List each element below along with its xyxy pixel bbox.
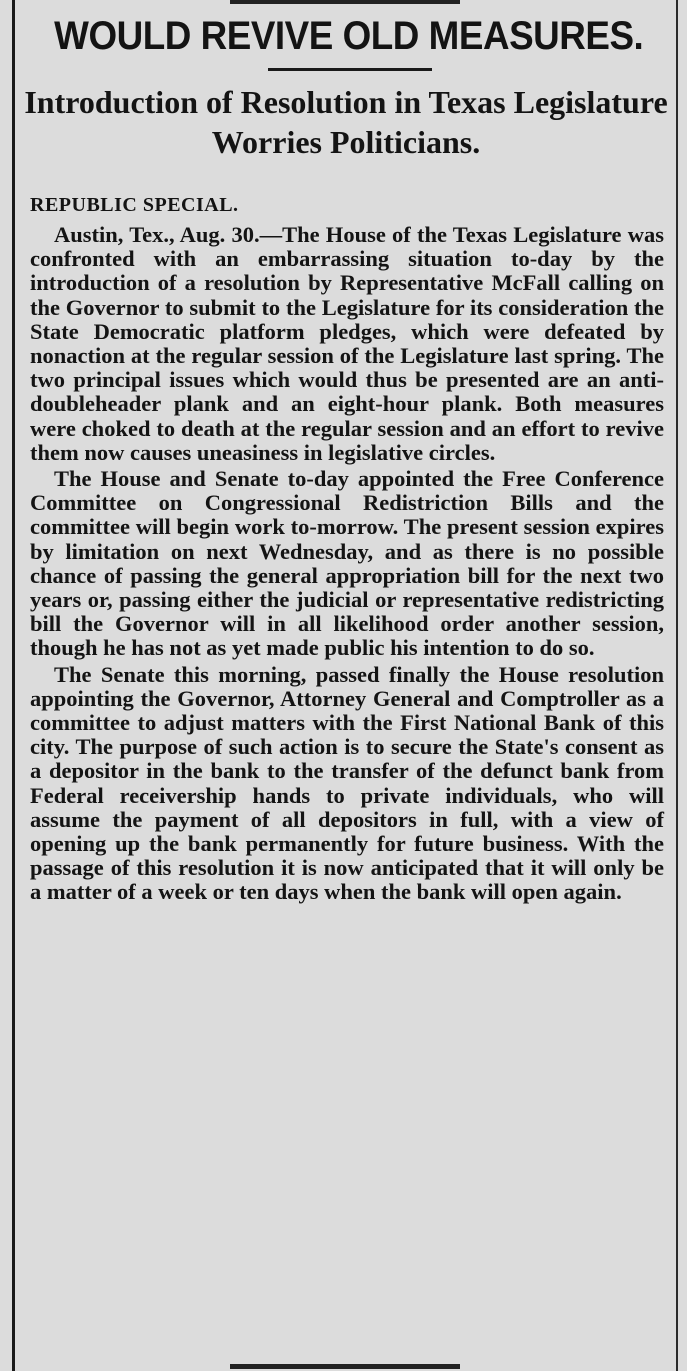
article-paragraph-1: Austin, Tex., Aug. 30.—The House of the Texas Legislature was confronted with an embarrassing situation to-day by the introduction of a resolution by Representative McFall calling on the Governor to submit to the Legislature for its consideration the State Democratic platform pledges, which were defeated by nonaction at the regular session of the Legislature last spring. The two principal issues which would thus be presented are an anti-doubleheader plank and an eight-hour plank. Both measures were choked to death at the regular session and an effort to revive them now causes uneasiness in legislative circles. [30,222,664,465]
article-paragraph-3: The Senate this morning, passed finally the House resolution appointing the Governor, Attorney General and Comptroller as a committee to adjust matters with the First National Bank of this city. The purpose of such action is to secure the State's consent as a depositor in the bank to the transfer of the defunct bank from Federal receivership hands to private individuals, who will assume the payment of all depositors in full, with a view of opening up the bank permanently for future business. With the passage of this resolution it is now anticipated that it will only be a matter of a week or ten days when the bank will open again. [30,661,664,905]
top-column-rule [230,0,460,4]
source-label: REPUBLIC SPECIAL. [30,194,239,216]
article-body [30,223,664,905]
right-column-rule [676,0,678,1371]
bottom-column-rule [230,1364,460,1369]
headline: WOULD REVIVE OLD MEASURES. [54,14,644,58]
subheadline: Introduction of Resolution in Texas Legislature Worries Politicians. [24,84,668,160]
left-column-rule [12,0,15,1371]
headline-divider [268,68,432,71]
article-paragraph-2: The House and Senate to-day appointed the Free Conference Committee on Congressional Redistriction Bills and the committee will begin work to-morrow. The present session expires by limitation on next Wednesday, and as there is no possible chance of passing the general appropriation bill for the next two years or, passing either the judicial or representative redistricting bill the Governor will in all likelihood order another session, though he has not as yet made public his intention to do so. [30,466,664,661]
